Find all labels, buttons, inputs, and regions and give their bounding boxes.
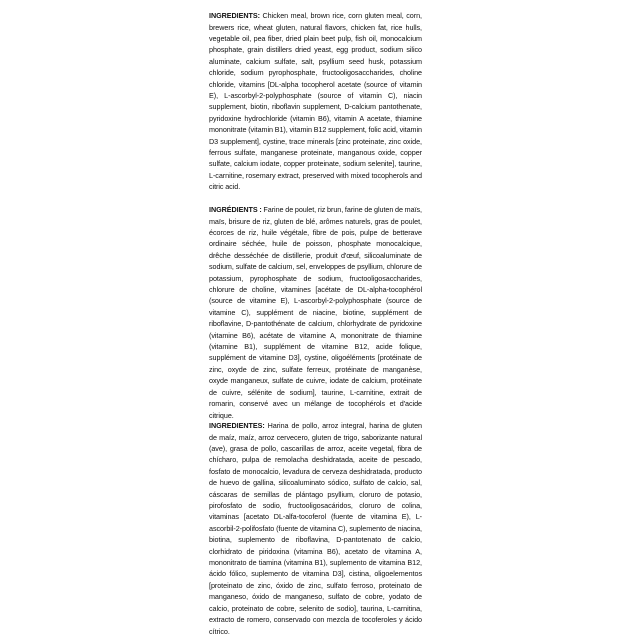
ingredients-english-label: INGREDIENTS: <box>209 11 260 21</box>
ingredients-spanish-text: Harina de pollo, arroz integral, harina de gluten de maíz, maíz, arroz cervecero, gluten de trigo, saborizante natural (ave), grasa de pollo, cascarillas de arroz, aceite vegetal, fibra de chícharo, pulpa de remolacha deshidratada, aceite de pescado, fosfato de monocalcio, levadura de cerveza deshidratada, producto de huevo de gallina, silicoaluminato sódico, sulfato de calcio, sal, cáscaras de semillas de plántago psyllium, cloruro de potasio, pirofosfato de sodio, fructooligosacáridos, cloruro de colina, vitaminas [acetato DL-alfa-tocoferol (fuente de vitamina E), L-ascorbil-2-polifosfato (fuente de vitamina C), suplemento de niacina, biotina, suplemento de riboflavina, D-pantotenato de calcio, clorhidrato de piridoxina (vitamina B6), acetato de vitamina A, mononitrato de tiamina (vitamina B1), suplemento de vitamina B12, ácido fólico, suplemento de vitamina D3], cistina, oligoelementos [proteinato de zinc, óxido de zinc, sulfato ferroso, proteinato de manganeso, óxido de manganeso, sulfato de cobre, yodato de calcio, proteinato de cobre, selenito de sodio], taurina, L-carnitina, extracto de romero, conservado con mezcla de tocoferoles y ácido cítrico. <box>209 421 423 636</box>
ingredients-french-text: Farine de poulet, riz brun, farine de gluten de maïs, maïs, brisure de riz, gluten de blé, arômes naturels, gras de poulet, écorces de riz, huile végétale, fibre de pois, pulpe de betterave ordinaire séchée, huile de poisson, phosphate monocalcique, drêche desséchée de distillerie, produit d'œuf, silicoaluminate de sodium, sulfate de calcium, sel, enveloppes de psyllium, chlorure de potassium, pyrophosphate de sodium, fructooligosaccharides, chlorure de choline, vitamines [acétate de DL-alpha-tocophérol (source de vitamine E), L-ascorbyl-2-polyphosphate (source de vitamine C), supplément de niacine, biotine, supplément de riboflavine, D-pantothénate de calcium, chlorhydrate de pyridoxine (vitamine B6), acétate de vitamine A, mononitrate de thiamine (vitamine B1), supplément de vitamine B12, acide folique, supplément de vitamine D3], cystine, oligoéléments [protéinate de zinc, oxyde de zinc, sulfate ferreux, protéinate de manganèse, oxyde manganeux, sulfate de cuivre, iodate de calcium, protéinate de cuivre, sélénite de sodium], taurine, L-carnitine, extrait de romarin, conservé avec un mélange de tocophérols et d'acide citrique. <box>209 205 422 420</box>
ingredients-english-text: Chicken meal, brown rice, corn gluten meal, corn, brewers rice, wheat gluten, natural flavors, chicken fat, rice hulls, vegetable oil, pea fiber, dried plain beet pulp, fish oil, monocalcium phosphate, grain distillers dried yeast, egg product, sodium silico aluminate, calcium sulfate, salt, psyllium seed husk, potassium chloride, sodium pyrophosphate, fructooligosaccharides, choline chloride, vitamins [DL-alpha tocopherol acetate (source of vitamin E), L-ascorbyl-2-polyphosphate (source of vitamin C), niacin supplement, biotin, riboflavin supplement, D-calcium pantothenate, pyridoxine hydrochloride (vitamin B6), vitamin A acetate, thiamine mononitrate (vitamin B1), vitamin B12 supplement, folic acid, vitamin D3 supplement], cystine, trace minerals [zinc proteinate, zinc oxide, ferrous sulfate, manganese proteinate, manganous oxide, copper sulfate, calcium iodate, copper proteinate, sodium selenite], taurine, L-carnitine, rosemary extract, preserved with mixed tocopherols and citric acid. <box>209 11 422 192</box>
ingredients-spanish <box>209 420 422 637</box>
ingredients-english <box>209 10 422 193</box>
ingredients-french-label: INGRÉDIENTS : <box>209 205 262 215</box>
ingredients-french <box>209 204 422 421</box>
ingredients-spanish-label: INGREDIENTES: <box>209 421 265 431</box>
